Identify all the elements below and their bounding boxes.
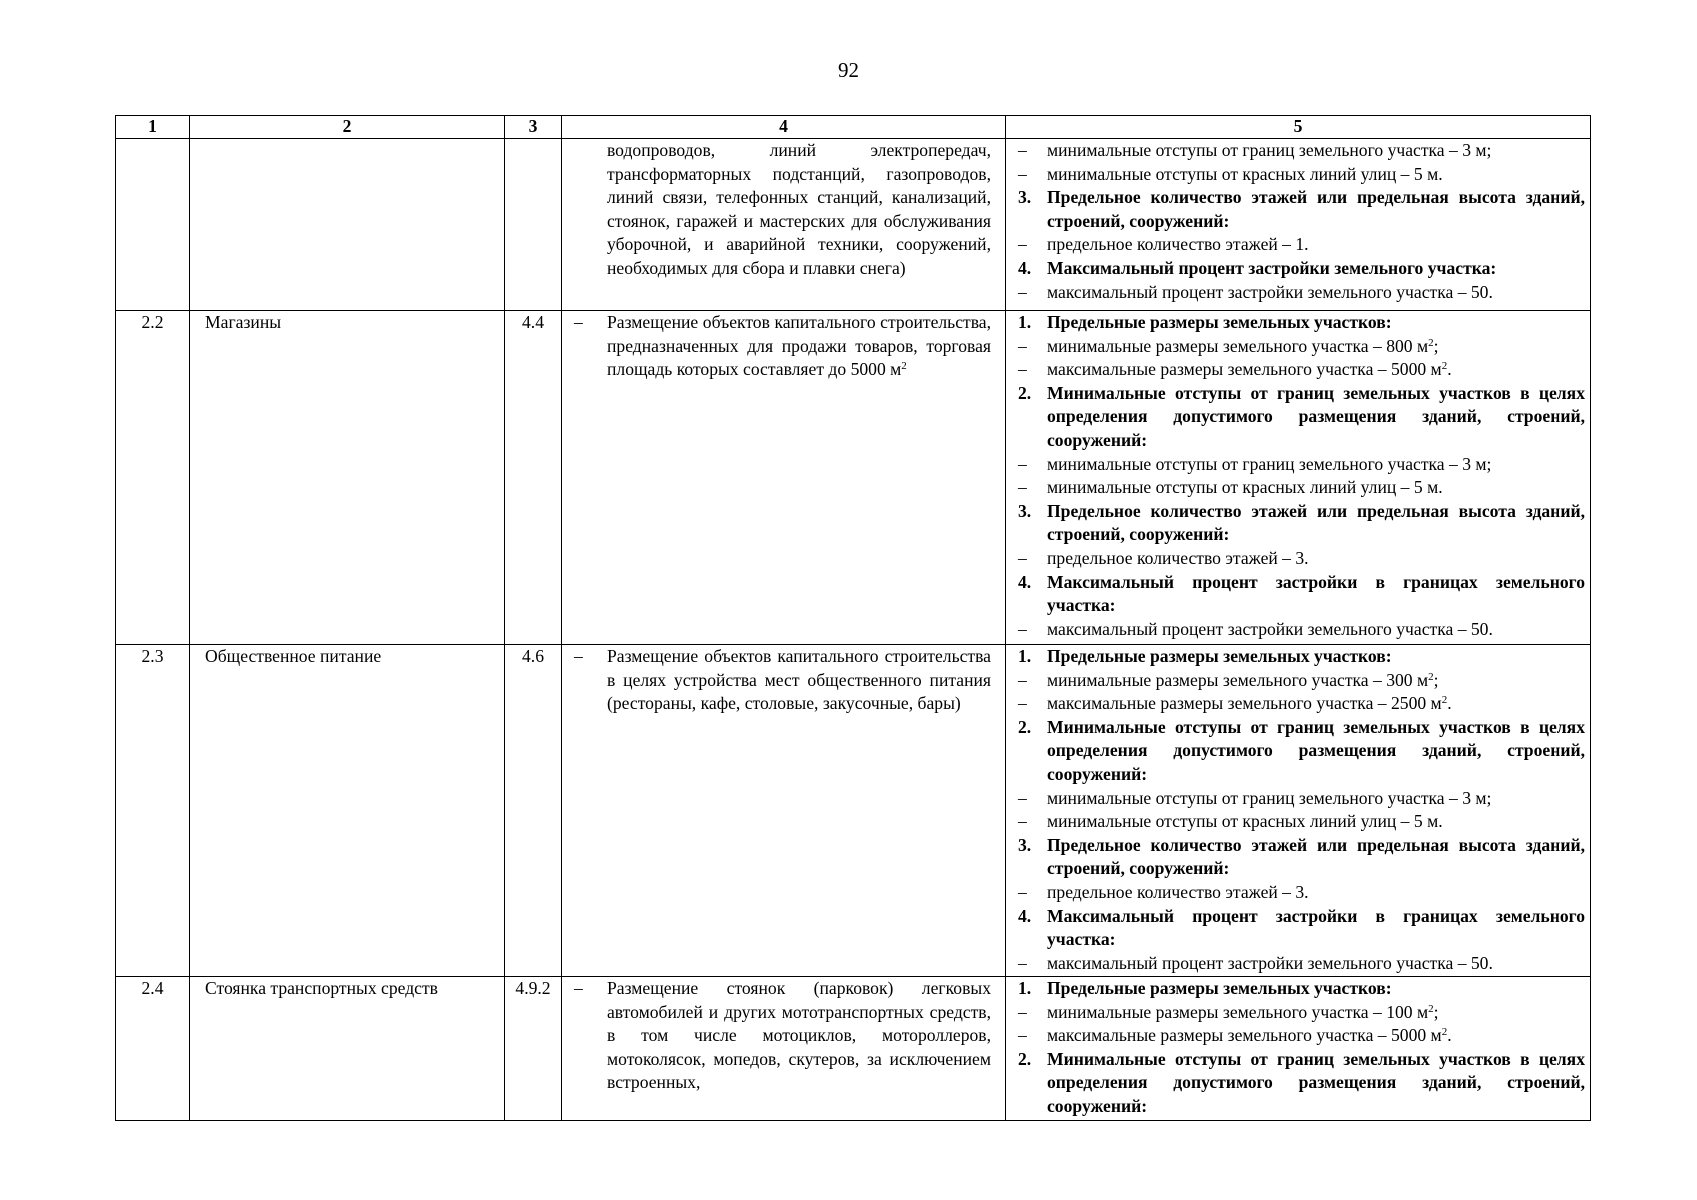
description-text [607,139,991,281]
parameter-marker: – [1018,477,1027,498]
parameter-item [1018,547,1585,571]
row-description-cell [562,311,1006,645]
parameter-marker: – [1018,140,1027,160]
row-name: Стоянка транспортных средств [190,977,505,1121]
parameter-tail: ; [1433,669,1439,690]
parameter-heading [1018,645,1585,669]
superscript: 2 [901,360,907,373]
parameter-item [1018,810,1585,834]
parameter-marker: 1. [1018,978,1032,998]
parameter-item [1018,335,1585,359]
row-code [505,139,562,311]
parameter-body: максимальные размеры земельного участка – 2500 м [1047,693,1442,714]
parameter-marker: 2. [1018,716,1032,737]
parameter-body: предельное количество этажей – 1. [1047,234,1309,255]
parameter-body: Минимальные отступы от границ земельных участков в целях определения допустимого размещения зданий, строений, сооружений: [1047,1048,1585,1116]
parameter-marker: – [1018,547,1027,568]
parameter-item [1018,692,1585,716]
parameter-heading [1018,1048,1585,1119]
parameter-text [1047,382,1585,453]
parameter-item [1018,881,1585,905]
parameter-text [1047,881,1585,905]
parameter-marker: – [1018,669,1027,690]
parameter-text [1047,281,1585,305]
parameter-text [1047,335,1585,359]
table-row [116,977,1591,1121]
superscript: 2 [1428,336,1434,349]
description-body: водопроводов, линий электропередач, трансформаторных подстанций, газопроводов, линий связи, телефонных станций, канализаций, стоянок, гаражей и мастерских для обслуживания уборочной, и аварийной техники, сооружений, необходимых для сбора и плавки снега) [607,140,991,278]
description-text [607,645,991,716]
parameter-text [1047,163,1585,187]
description-text [607,977,991,1095]
parameter-item [1018,1024,1585,1048]
parameter-text [1047,139,1585,163]
row-name: Магазины [190,311,505,645]
parameter-item [1018,358,1585,382]
parameter-text [1047,1048,1585,1119]
table-row [116,311,1591,645]
parameter-text [1047,1024,1585,1048]
row-parameters [1006,311,1591,645]
parameter-item [1018,163,1585,187]
parameter-marker: 2. [1018,382,1032,403]
parameter-text [1047,669,1585,693]
parameter-text [1047,618,1585,642]
parameter-marker: – [1018,1025,1027,1046]
parameter-text [1047,476,1585,500]
parameter-body: максимальный процент застройки земельного участка – 50. [1047,952,1493,973]
parameter-body: максимальные размеры земельного участка – 5000 м [1047,1025,1442,1046]
header-row [116,116,1591,139]
page-number: 92 [838,58,859,82]
parameter-marker: – [1018,693,1027,714]
parameter-body: минимальные отступы от границ земельного участка – 3 м; [1047,787,1492,808]
table-row [116,645,1591,977]
parameter-item [1018,1001,1585,1025]
header-col-2: 2 [190,116,505,139]
parameter-heading [1018,186,1585,233]
parameter-text [1047,257,1585,281]
parameter-text [1047,500,1585,547]
description-text [607,311,991,382]
parameter-body: минимальные отступы от красных линий улиц – 5 м. [1047,163,1443,184]
parameter-text [1047,905,1585,952]
parameter-body: предельное количество этажей – 3. [1047,547,1309,568]
parameter-heading [1018,834,1585,881]
header-col-3: 3 [505,116,562,139]
parameter-heading [1018,716,1585,787]
parameter-text [1047,787,1585,811]
parameter-item [1018,476,1585,500]
parameter-item [1018,669,1585,693]
superscript: 2 [1441,1026,1448,1039]
row-description-cell [562,139,1006,311]
parameter-body: Предельные размеры земельных участков: [1047,312,1392,332]
parameter-tail: . [1447,1025,1452,1046]
parameter-body: минимальные отступы от границ земельного участка – 3 м; [1047,140,1492,160]
parameter-item [1018,787,1585,811]
parameter-marker: – [1018,618,1027,639]
parameter-text [1047,1001,1585,1025]
row-parameters [1006,139,1591,311]
parameter-text [1047,692,1585,716]
parameter-tail: ; [1433,1001,1439,1022]
row-parameters [1006,645,1591,977]
parameter-body: Минимальные отступы от границ земельных участков в целях определения допустимого размещения зданий, строений, сооружений: [1047,382,1585,450]
parameter-text [1047,311,1585,335]
parameter-heading [1018,977,1585,1001]
parameter-body: Предельные размеры земельных участков: [1047,646,1392,666]
description-dash: – [574,312,583,332]
parameter-tail: . [1447,359,1452,380]
parameter-marker: – [1018,453,1027,474]
row-description-cell [562,645,1006,977]
header-col-5: 5 [1006,116,1591,139]
parameter-heading [1018,257,1585,281]
parameter-body: Предельное количество этажей или предельная высота зданий, строений, сооружений: [1047,187,1585,231]
row-name [190,139,505,311]
row-description [562,311,1005,382]
parameter-marker: 2. [1018,1048,1032,1069]
parameter-body: минимальные отступы от границ земельного участка – 3 м; [1047,453,1492,474]
parameter-item [1018,453,1585,477]
parameter-tail: ; [1433,335,1439,356]
parameter-item [1018,139,1585,163]
parameter-text [1047,834,1585,881]
parameter-heading [1018,382,1585,453]
parameter-body: Максимальный процент застройки в границах земельного участка: [1047,571,1585,616]
row-name: Общественное питание [190,645,505,977]
parameter-text [1047,645,1585,669]
row-description [562,977,1005,1095]
parameter-body: минимальные отступы от красных линий улиц – 5 м. [1047,811,1443,832]
row-number: 2.4 [116,977,190,1121]
parameter-heading [1018,905,1585,952]
row-number: 2.2 [116,311,190,645]
superscript: 2 [1428,1002,1434,1015]
row-description-cell [562,977,1006,1121]
parameter-marker: – [1018,281,1027,302]
parameter-heading [1018,500,1585,547]
row-number [116,139,190,311]
parameter-text [1047,358,1585,382]
parameter-marker: 1. [1018,312,1032,332]
parameter-body: максимальные размеры земельного участка – 5000 м [1047,359,1442,380]
parameter-text [1047,453,1585,477]
parameter-body: максимальный процент застройки земельного участка – 50. [1047,618,1493,639]
parameter-marker: – [1018,952,1027,973]
description-dash: – [574,646,583,666]
parameter-text [1047,186,1585,233]
parameter-marker: – [1018,335,1027,356]
parameter-item [1018,952,1585,976]
row-code: 4.6 [505,645,562,977]
parameter-text [1047,977,1585,1001]
parameter-body: минимальные отступы от красных линий улиц – 5 м. [1047,477,1443,498]
superscript: 2 [1428,670,1434,683]
row-description [562,645,1005,716]
parameter-body: Минимальные отступы от границ земельных участков в целях определения допустимого размещения зданий, строений, сооружений: [1047,716,1585,784]
row-parameters [1006,977,1591,1121]
parameter-body: минимальные размеры земельного участка – 100 м [1047,1001,1429,1022]
parameter-marker: 4. [1018,571,1032,592]
zoning-table [115,115,1591,1121]
parameter-body: максимальный процент застройки земельного участка – 50. [1047,281,1493,302]
superscript: 2 [1441,694,1448,707]
parameter-marker: – [1018,359,1027,380]
parameter-body: Предельные размеры земельных участков: [1047,978,1392,998]
row-code: 4.9.2 [505,977,562,1121]
parameter-body: предельное количество этажей – 3. [1047,881,1309,902]
parameter-body: Предельное количество этажей или предельная высота зданий, строений, сооружений: [1047,834,1585,879]
parameter-text [1047,233,1585,257]
parameter-marker: 4. [1018,257,1032,278]
parameter-item [1018,618,1585,642]
parameter-text [1047,952,1585,976]
parameter-text [1047,571,1585,618]
parameter-body: Предельное количество этажей или предельная высота зданий, строений, сооружений: [1047,500,1585,545]
parameter-item [1018,281,1585,305]
table-row [116,139,1591,311]
description-body: Размещение стоянок (парковок) легковых автомобилей и других мототранспортных средств, в том числе мотоциклов, мотороллеров, мотоколясок, мопедов, скутеров, за исключением встроенных, [607,978,991,1093]
parameter-body: минимальные размеры земельного участка – 300 м [1047,669,1429,690]
parameter-text [1047,716,1585,787]
row-description [562,139,1005,281]
parameter-marker: – [1018,787,1027,808]
parameter-text [1047,810,1585,834]
parameter-body: Максимальный процент застройки в границах земельного участка: [1047,905,1585,950]
parameter-marker: – [1018,234,1027,255]
row-code: 4.4 [505,311,562,645]
parameter-marker: – [1018,811,1027,832]
parameter-marker: 3. [1018,187,1032,208]
header-col-4: 4 [562,116,1006,139]
parameter-item [1018,233,1585,257]
description-body: Размещение объектов капитального строительства в целях устройства мест общественного питания (рестораны, кафе, столовые, закусочные, бары) [607,646,991,714]
parameter-marker: 3. [1018,500,1032,521]
description-dash: – [574,978,583,998]
row-number: 2.3 [116,645,190,977]
parameter-tail: . [1447,693,1452,714]
parameter-body: минимальные размеры земельного участка – 800 м [1047,335,1429,356]
description-body: Размещение объектов капитального строительства, предназначенных для продажи товаров, торговая площадь которых составляет до 5000 м [607,312,991,380]
parameter-body: Максимальный процент застройки земельного участка: [1047,257,1497,278]
superscript: 2 [1441,360,1448,373]
parameter-marker: – [1018,881,1027,902]
header-col-1: 1 [116,116,190,139]
parameter-heading [1018,571,1585,618]
parameter-marker: – [1018,1001,1027,1022]
parameter-marker: 1. [1018,646,1032,666]
parameter-text [1047,547,1585,571]
parameter-marker: – [1018,163,1027,184]
parameter-heading [1018,311,1585,335]
parameter-marker: 3. [1018,834,1032,855]
parameter-marker: 4. [1018,905,1032,926]
